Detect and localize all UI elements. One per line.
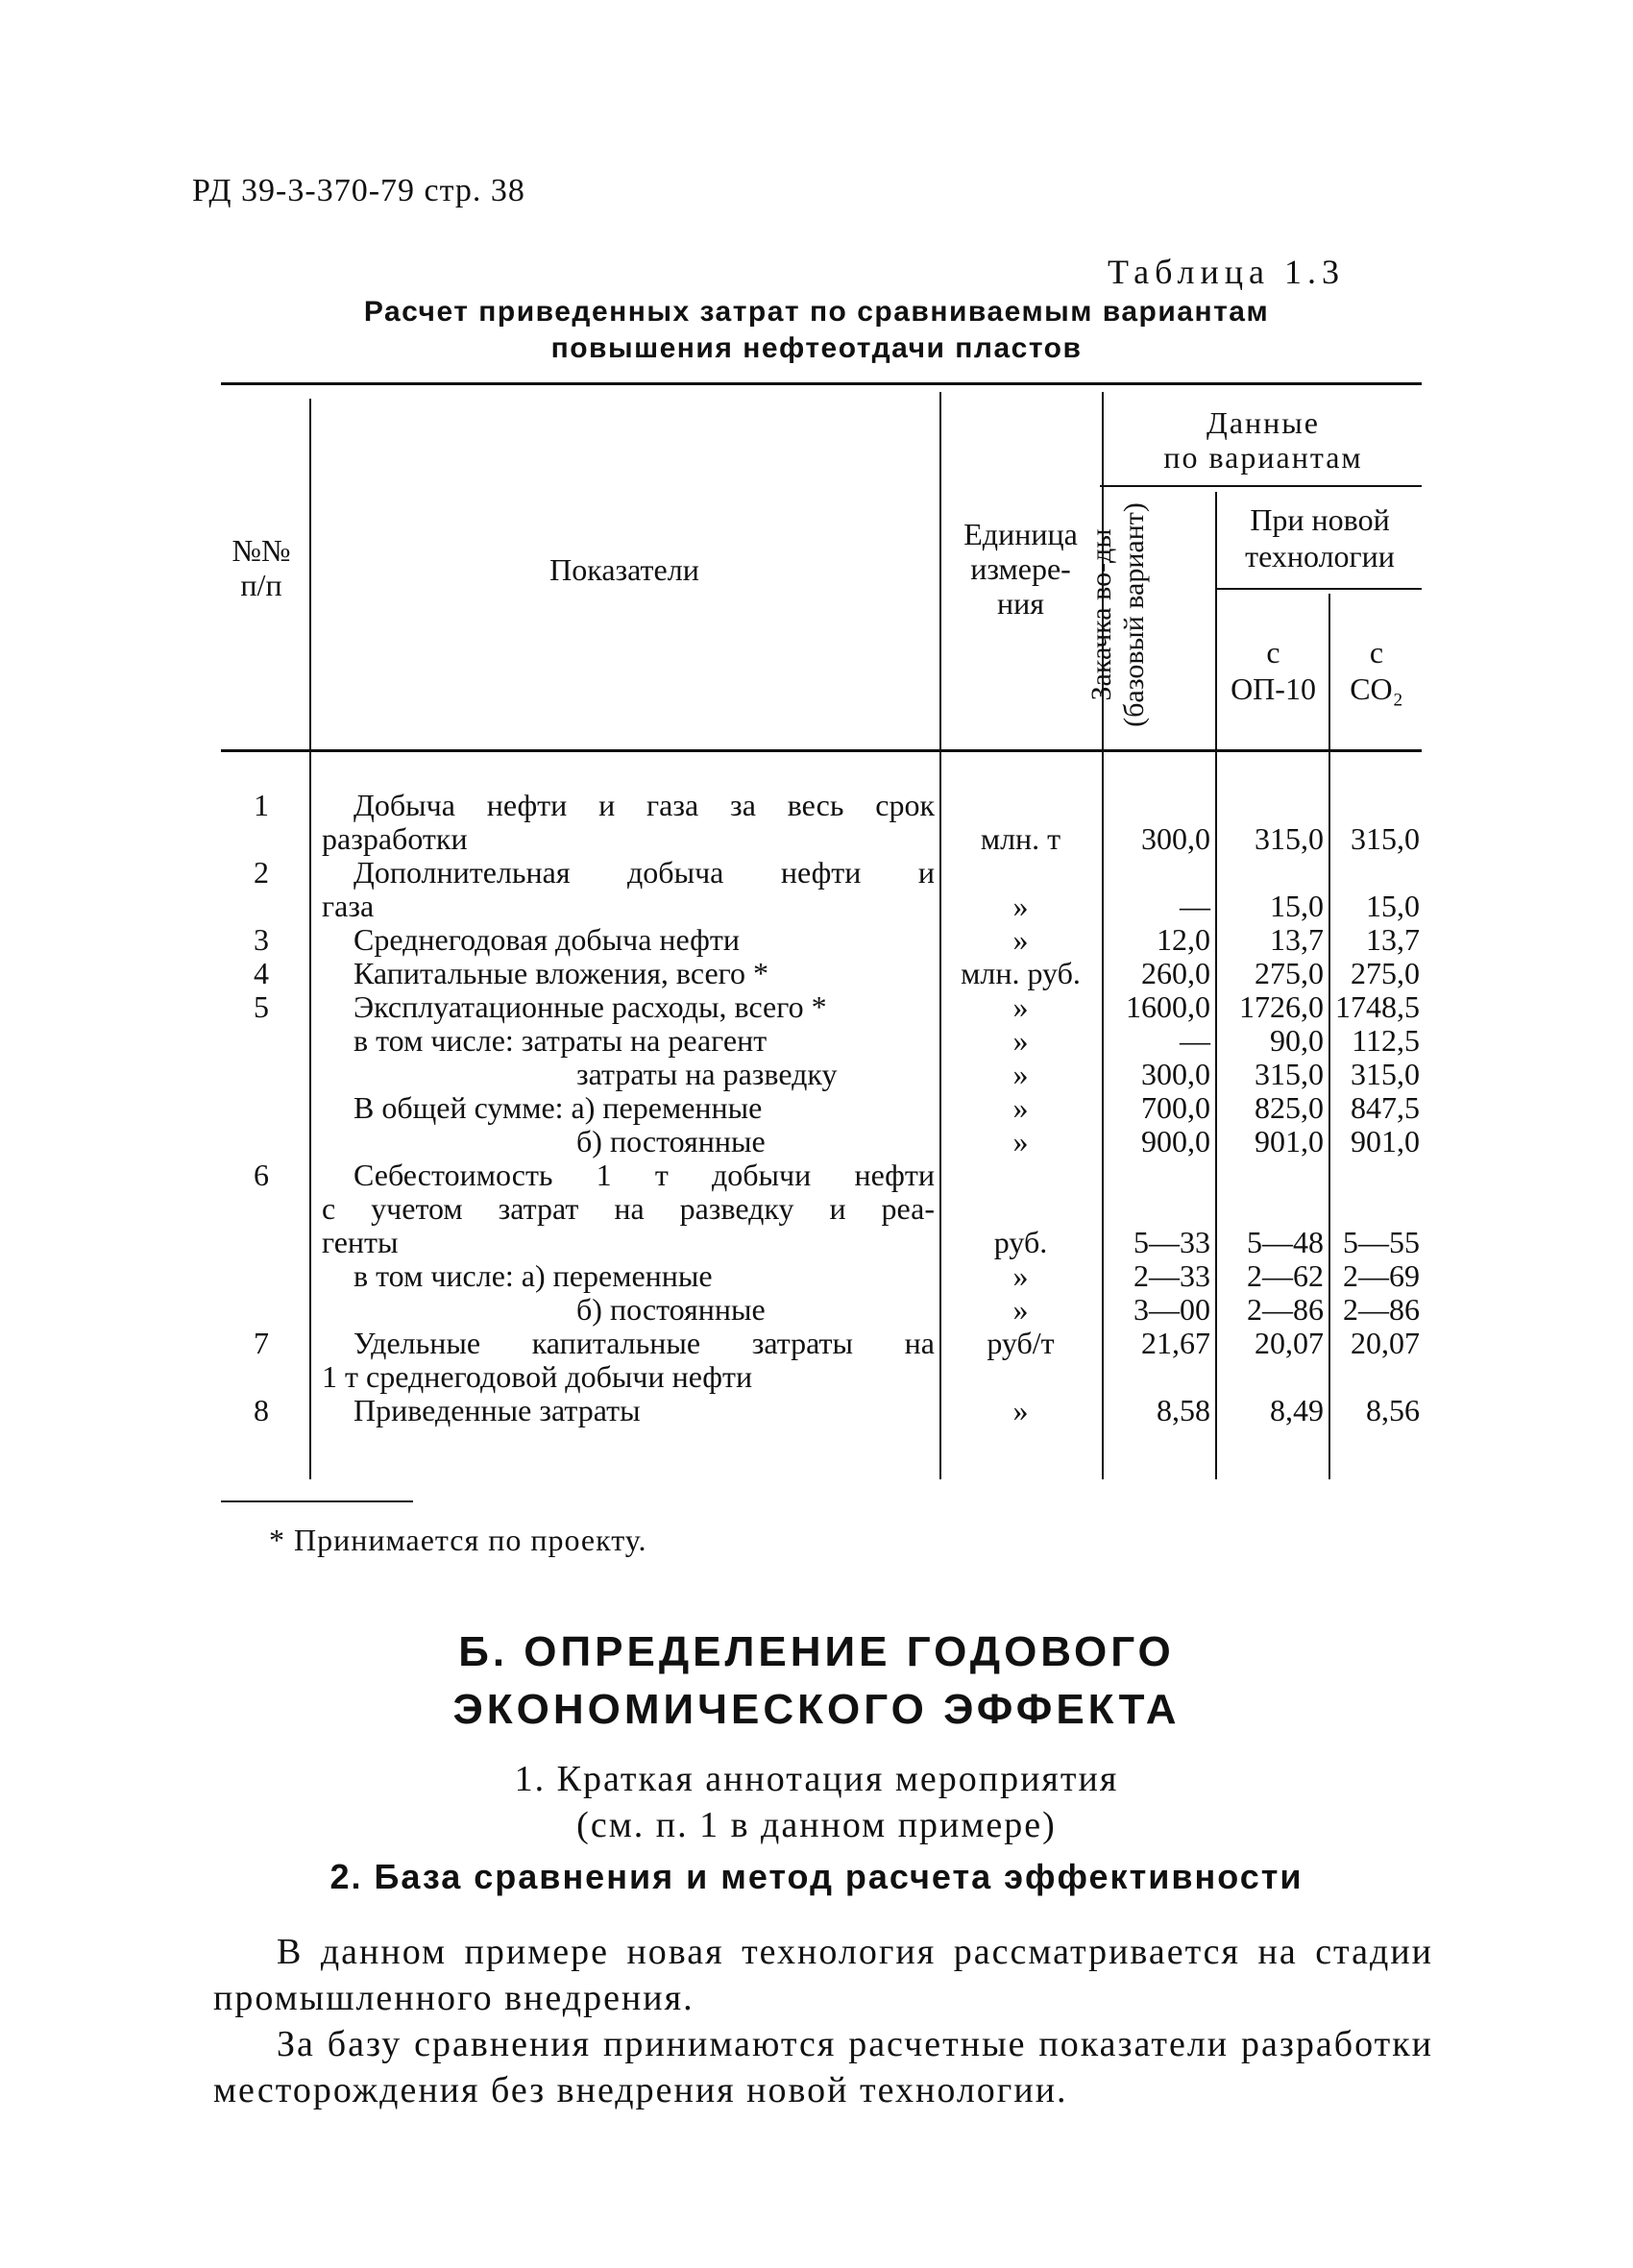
col-divider-5 (1328, 594, 1330, 1479)
col-indicators-header: Показатели (549, 552, 699, 587)
row-number: 7 (254, 1326, 269, 1360)
row-value-op10: 275,0 (1255, 956, 1324, 990)
row-unit: млн. т (980, 821, 1061, 856)
col-data-header-1: Данные (1206, 405, 1320, 440)
row-label-continued: генты (322, 1225, 399, 1259)
row-unit: » (1012, 1258, 1029, 1293)
row-label: Эксплуатационные расходы, всего * (353, 989, 827, 1024)
row-value-base: 1600,0 (1126, 989, 1210, 1024)
row-label: Среднегодовая добыча нефти (353, 922, 740, 957)
row-number: 3 (254, 922, 269, 957)
col-new-tech-header-1: При новой (1250, 502, 1390, 537)
row-number: 4 (254, 956, 269, 990)
row-number: 8 (254, 1393, 269, 1427)
section-title-line-2: ЭКОНОМИЧЕСКОГО ЭФФЕКТА (452, 1686, 1181, 1733)
row-value-co2: 13,7 (1366, 922, 1420, 957)
section-title-line-1: Б. ОПРЕДЕЛЕНИЕ ГОДОВОГО (458, 1628, 1175, 1675)
row-value-op10: 20,07 (1255, 1326, 1324, 1360)
footnote: * Принимается по проекту. (269, 1523, 647, 1557)
row-value-base: 900,0 (1141, 1124, 1210, 1158)
row-label: Дополнительная добыча нефти и (353, 855, 935, 890)
row-unit: » (1012, 1057, 1029, 1091)
paragraph-2: За базу сравнения принимаются расчетные показатели разработки месторождения без внедрения новой технологии. (213, 2024, 1433, 2110)
row-value-op10: 1726,0 (1239, 989, 1324, 1024)
col-co2-header-2: CO₂ (1350, 671, 1403, 706)
row-label: В общей сумме: а) переменные (353, 1090, 763, 1125)
row-value-base: 260,0 (1141, 956, 1210, 990)
row-value-op10: 2—62 (1247, 1258, 1324, 1293)
col-unit-header (941, 517, 1100, 621)
row-value-base: 300,0 (1141, 1057, 1210, 1091)
row-label: в том числе: а) переменные (353, 1258, 713, 1293)
row-unit: млн. руб. (961, 956, 1081, 990)
row-value-co2: 1748,5 (1335, 989, 1420, 1024)
subsection-1-title: 1. Краткая аннотация мероприятия (514, 1759, 1119, 1799)
row-value-op10: 901,0 (1255, 1124, 1324, 1158)
col-op10-header-1: с (1266, 635, 1280, 670)
subsection-2-title: 2. База сравнения и метод расчета эффективности (329, 1857, 1304, 1896)
row-value-co2: 2—69 (1343, 1258, 1420, 1293)
row-value-op10: 825,0 (1255, 1090, 1324, 1125)
row-number: 5 (254, 989, 269, 1024)
paragraph-1: В данном примере новая технология рассматривается на стадии промышленного внедрения. (213, 1932, 1433, 2018)
row-value-op10: 2—86 (1247, 1292, 1324, 1327)
row-value-op10: 315,0 (1255, 1057, 1324, 1091)
col-co2-header (1331, 634, 1422, 707)
row-unit: » (1012, 1090, 1029, 1125)
subsection-1 (288, 1756, 1345, 1848)
row-number: 2 (254, 855, 269, 890)
row-unit: » (1012, 1124, 1029, 1158)
row-value-base: 3—00 (1133, 1292, 1210, 1327)
row-label-continued: газа (322, 889, 375, 923)
row-value-base: 21,67 (1141, 1326, 1210, 1360)
row-value-base: 12,0 (1157, 922, 1210, 957)
col-divider-1 (309, 399, 311, 1479)
row-value-co2: 2—86 (1343, 1292, 1420, 1327)
col-unit-header-1: Единица (963, 517, 1078, 551)
table-top-rule (221, 382, 1422, 385)
row-label: затраты на разведку (576, 1057, 838, 1091)
row-value-base: 8,58 (1157, 1393, 1210, 1427)
col-new-tech-header-2: технологии (1245, 539, 1395, 573)
row-unit: руб. (993, 1225, 1048, 1259)
row-value-co2: 20,07 (1351, 1326, 1420, 1360)
table-title-line-1: Расчет приведенных затрат по сравниваемым вариантам (363, 296, 1270, 328)
table-title-line-2: повышения нефтеотдачи пластов (550, 332, 1083, 364)
row-value-co2: 275,0 (1351, 956, 1420, 990)
col-new-tech-header (1218, 501, 1422, 574)
row-value-op10: 15,0 (1270, 889, 1324, 923)
header-bottom-rule (221, 749, 1422, 752)
row-value-base: 700,0 (1141, 1090, 1210, 1125)
page-header: РД 39-3-370-79 стр. 38 (192, 173, 525, 208)
row-value-op10: 13,7 (1270, 922, 1324, 957)
col-op10-header-2: ОП-10 (1231, 671, 1316, 706)
col-unit-header-3: ния (997, 586, 1044, 621)
new-tech-divider (1215, 588, 1422, 590)
row-value-op10: 5—48 (1247, 1225, 1324, 1259)
col-num-header-1: №№ (232, 533, 291, 568)
row-value-co2: 112,5 (1352, 1023, 1420, 1058)
row-value-op10: 90,0 (1270, 1023, 1324, 1058)
subsection-1-note: (см. п. 1 в данном примере) (576, 1805, 1057, 1845)
row-label-continued: с учетом затрат на разведку и реа- (322, 1191, 935, 1226)
row-value-base: 300,0 (1141, 821, 1210, 856)
row-unit: » (1012, 1292, 1029, 1327)
row-value-op10: 8,49 (1270, 1393, 1324, 1427)
table-title (288, 294, 1345, 367)
row-label: Добыча нефти и газа за весь срок (353, 788, 935, 822)
row-value-co2: 15,0 (1366, 889, 1420, 923)
row-label: Приведенные затраты (353, 1393, 641, 1427)
col-num-header (213, 533, 309, 602)
row-label: Капитальные вложения, всего * (353, 956, 768, 990)
col-op10-header (1218, 634, 1328, 707)
table-label: Таблица 1.3 (1108, 253, 1345, 291)
col-data-header (1105, 405, 1422, 475)
row-value-co2: 315,0 (1351, 1057, 1420, 1091)
row-unit: » (1012, 889, 1029, 923)
row-value-co2: 847,5 (1351, 1090, 1420, 1125)
variants-divider (1100, 485, 1422, 487)
row-value-co2: 901,0 (1351, 1124, 1420, 1158)
row-unit: » (1012, 922, 1029, 957)
row-value-base: — (1180, 1023, 1210, 1058)
row-label: Удельные капитальные затраты на (353, 1326, 935, 1360)
row-label: в том числе: затраты на реагент (353, 1023, 768, 1058)
footnote-rule (221, 1500, 413, 1502)
row-value-base: 2—33 (1133, 1258, 1210, 1293)
row-value-co2: 315,0 (1351, 821, 1420, 856)
row-label-continued: разработки (322, 821, 468, 856)
row-label: б) постоянные (576, 1124, 766, 1158)
row-value-co2: 5—55 (1343, 1225, 1420, 1259)
row-value-base: 5—33 (1133, 1225, 1210, 1259)
col-co2-header-1: с (1369, 635, 1384, 670)
row-value-base: — (1180, 889, 1210, 923)
row-unit: » (1012, 1023, 1029, 1058)
row-unit: » (1012, 989, 1029, 1024)
row-unit: руб/т (987, 1326, 1055, 1360)
section-title (288, 1623, 1345, 1739)
row-value-co2: 8,56 (1366, 1393, 1420, 1427)
col-unit-header-2: измере- (970, 551, 1071, 586)
col-data-header-2: по вариантам (1163, 440, 1363, 475)
body-text (213, 1929, 1433, 2113)
col-num-header-2: п/п (240, 568, 282, 602)
col-base-header: Закачка во-ды (базовый вариант) (1085, 502, 1150, 727)
row-number: 6 (254, 1158, 269, 1192)
row-label-continued: 1 т среднегодовой добычи нефти (322, 1359, 753, 1394)
row-unit: » (1012, 1393, 1029, 1427)
row-label: Себестоимость 1 т добычи нефти (353, 1158, 935, 1192)
row-value-op10: 315,0 (1255, 821, 1324, 856)
row-label: б) постоянные (576, 1292, 766, 1327)
row-number: 1 (254, 788, 269, 822)
